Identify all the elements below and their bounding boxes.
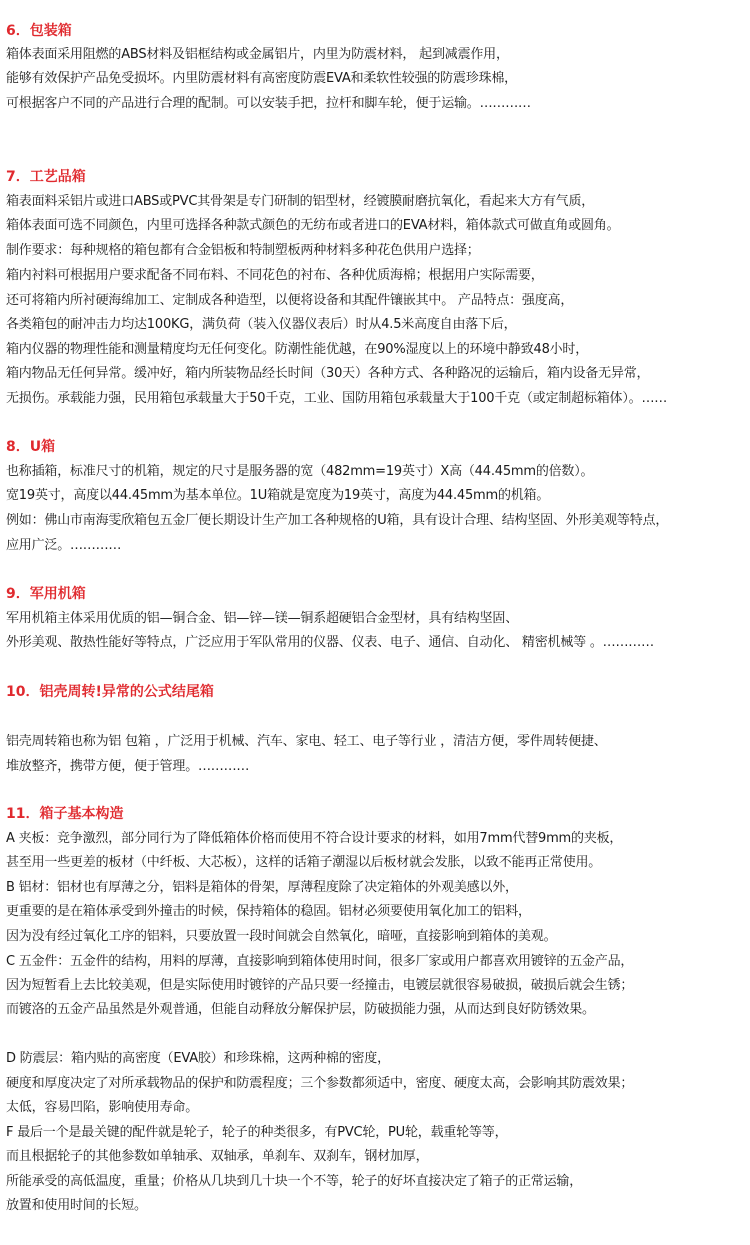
paragraph-line: 箱体表面采用阻燃的ABS材料及铝框结构或金属铝片，内里为防震材料， 起到减震作用， bbox=[6, 47, 509, 62]
section-heading: 7．工艺品箱 bbox=[6, 169, 86, 185]
paragraph-line: 例如：佛山市南海雯欣箱包五金厂便长期设计生产加工各种规格的U箱，具有设计合理、结构坚固、外形美观等特点， bbox=[6, 513, 669, 528]
paragraph-line: 应用广泛。………… bbox=[6, 538, 122, 553]
paragraph-line: 更重要的是在箱体承受到外撞击的时候，保持箱体的稳固。铝材必须要使用氧化加工的铝料， bbox=[6, 904, 531, 919]
paragraph-line: 还可将箱内所衬硬海绵加工、定制成各种造型，以便将设备和其配件镶嵌其中。 产品特点：强度高， bbox=[6, 293, 574, 308]
paragraph-line: F 最后一个是最关键的配件就是轮子，轮子的种类很多，有PVC轮，PU轮，载重轮等等， bbox=[6, 1125, 508, 1140]
paragraph-line: 所能承受的高低温度，重量；价格从几块到几十块一个不等，轮子的好坏直接决定了箱子的正常运输， bbox=[6, 1174, 583, 1189]
paragraph-line: 能够有效保护产品免受损坏。内里防震材料有高密度防震EVA和柔软性较强的防震珍珠棉， bbox=[6, 71, 517, 86]
paragraph-line: 可根据客户不同的产品进行合理的配制。可以安装手把，拉杆和脚车轮，便于运输。………… bbox=[6, 96, 531, 111]
section-heading: 11．箱子基本构造 bbox=[6, 806, 124, 822]
paragraph-line: 因为短暂看上去比较美观，但是实际使用时镀锌的产品只要一经撞击，电镀层就很容易破损，破损后就会生锈； bbox=[6, 978, 634, 993]
section-heading: 10．铝壳周转!异常的公式结尾箱 bbox=[6, 684, 214, 700]
section-heading: 8．U箱 bbox=[6, 439, 56, 455]
paragraph-line: 堆放整齐，携带方便，便于管理。………… bbox=[6, 759, 250, 774]
paragraph-line: A 夹板：竞争激烈，部分同行为了降低箱体价格而使用不符合设计要求的材料，如用7mm代替9mm的夹板， bbox=[6, 831, 623, 846]
paragraph-line: 外形美观、散热性能好等特点，广泛应用于军队常用的仪器、仪表、电子、通信、自动化、 精密机械等 。………… bbox=[6, 635, 654, 650]
paragraph-line: 也称插箱，标准尺寸的机箱，规定的尺寸是服务器的宽（482mm=19英寸）X高（44.45mm的倍数）。 bbox=[6, 464, 594, 479]
paragraph-line: C 五金件：五金件的结构，用料的厚薄，直接影响到箱体使用时间，很多厂家或用户都喜欢用镀锌的五金产品， bbox=[6, 954, 634, 969]
section-heading: 6．包装箱 bbox=[6, 23, 72, 39]
paragraph-line: 军用机箱主体采用优质的铝—铜合金、铝—锌—镁—铜系超硬铝合金型材，具有结构坚固、 bbox=[6, 611, 519, 626]
paragraph-line: 甚至用一些更差的板材（中纤板、大芯板），这样的话箱子潮湿以后板材就会发胀，以致不能再正常使用。 bbox=[6, 855, 602, 870]
paragraph-line: 因为没有经过氧化工序的铝料，只要放置一段时间就会自然氧化，暗哑，直接影响到箱体的美观。 bbox=[6, 929, 557, 944]
paragraph-line: 箱内衬料可根据用户要求配备不同布料、不同花色的衬布、各种优质海棉；根据用户实际需要， bbox=[6, 268, 544, 283]
paragraph-line: 宽19英寸，高度以44.45mm为基本单位。1U箱就是宽度为19英寸，高度为44.45mm的机箱。 bbox=[6, 488, 550, 503]
paragraph-line: 无损伤。承载能力强，民用箱包承载量大于50千克，工业、国防用箱包承载量大于100千克（或定制超标箱体）。…… bbox=[6, 391, 668, 406]
paragraph-line: 箱体表面可选不同颜色，内里可选择各种款式颜色的无纺布或者进口的EVA材料，箱体款式可做直角或圆角。 bbox=[6, 218, 620, 233]
paragraph-line: 制作要求：每种规格的箱包都有合金铝板和特制塑板两种材料多种花色供用户选择； bbox=[6, 243, 480, 258]
paragraph-line: 而且根据轮子的其他参数如单轴承、双轴承，单刹车、双刹车，钢材加厚， bbox=[6, 1149, 429, 1164]
paragraph-line: 箱内物品无任何异常。缓冲好，箱内所装物品经长时间（30天）各种方式、各种路况的运输后，箱内设备无异常， bbox=[6, 366, 650, 381]
paragraph-line: 箱内仪器的物理性能和测量精度均无任何变化。防潮性能优越，在90%湿度以上的环境中静致48小时， bbox=[6, 342, 589, 357]
paragraph-line: 而镀洛的五金产品虽然是外观普通，但能自动释放分解保护层，防破损能力强，从而达到良好防锈效果。 bbox=[6, 1002, 595, 1017]
section-heading: 9．军用机箱 bbox=[6, 586, 86, 602]
paragraph-line: 铝壳周转箱也称为铝 包箱 ，广泛用于机械、汽车、家电、轻工、电子等行业 ，清洁方便，零件周转便捷、 bbox=[6, 734, 607, 749]
paragraph-line: B 铝材：铝材也有厚薄之分，铝料是箱体的骨架，厚薄程度除了决定箱体的外观美感以外， bbox=[6, 880, 518, 895]
paragraph-line: 放置和使用时间的长短。 bbox=[6, 1198, 147, 1213]
paragraph-line: 箱表面料采铝片或进口ABS或PVC其骨架是专门研制的铝型材，经镀膜耐磨抗氧化，看起来大方有气质， bbox=[6, 194, 595, 209]
paragraph-line: 硬度和厚度决定了对所承载物品的保护和防震程度；三个参数都须适中，密度、硬度太高，会影响其防震效果； bbox=[6, 1076, 634, 1091]
paragraph-line: 各类箱包的耐冲击力均达100KG，满负荷（装入仪器仪表后）时从4.5米高度自由落下后， bbox=[6, 317, 517, 332]
paragraph-line: 太低，容易凹陷，影响使用寿命。 bbox=[6, 1100, 199, 1115]
paragraph-line: D 防震层：箱内贴的高密度（EVA胶）和珍珠棉，这两种棉的密度， bbox=[6, 1051, 390, 1066]
